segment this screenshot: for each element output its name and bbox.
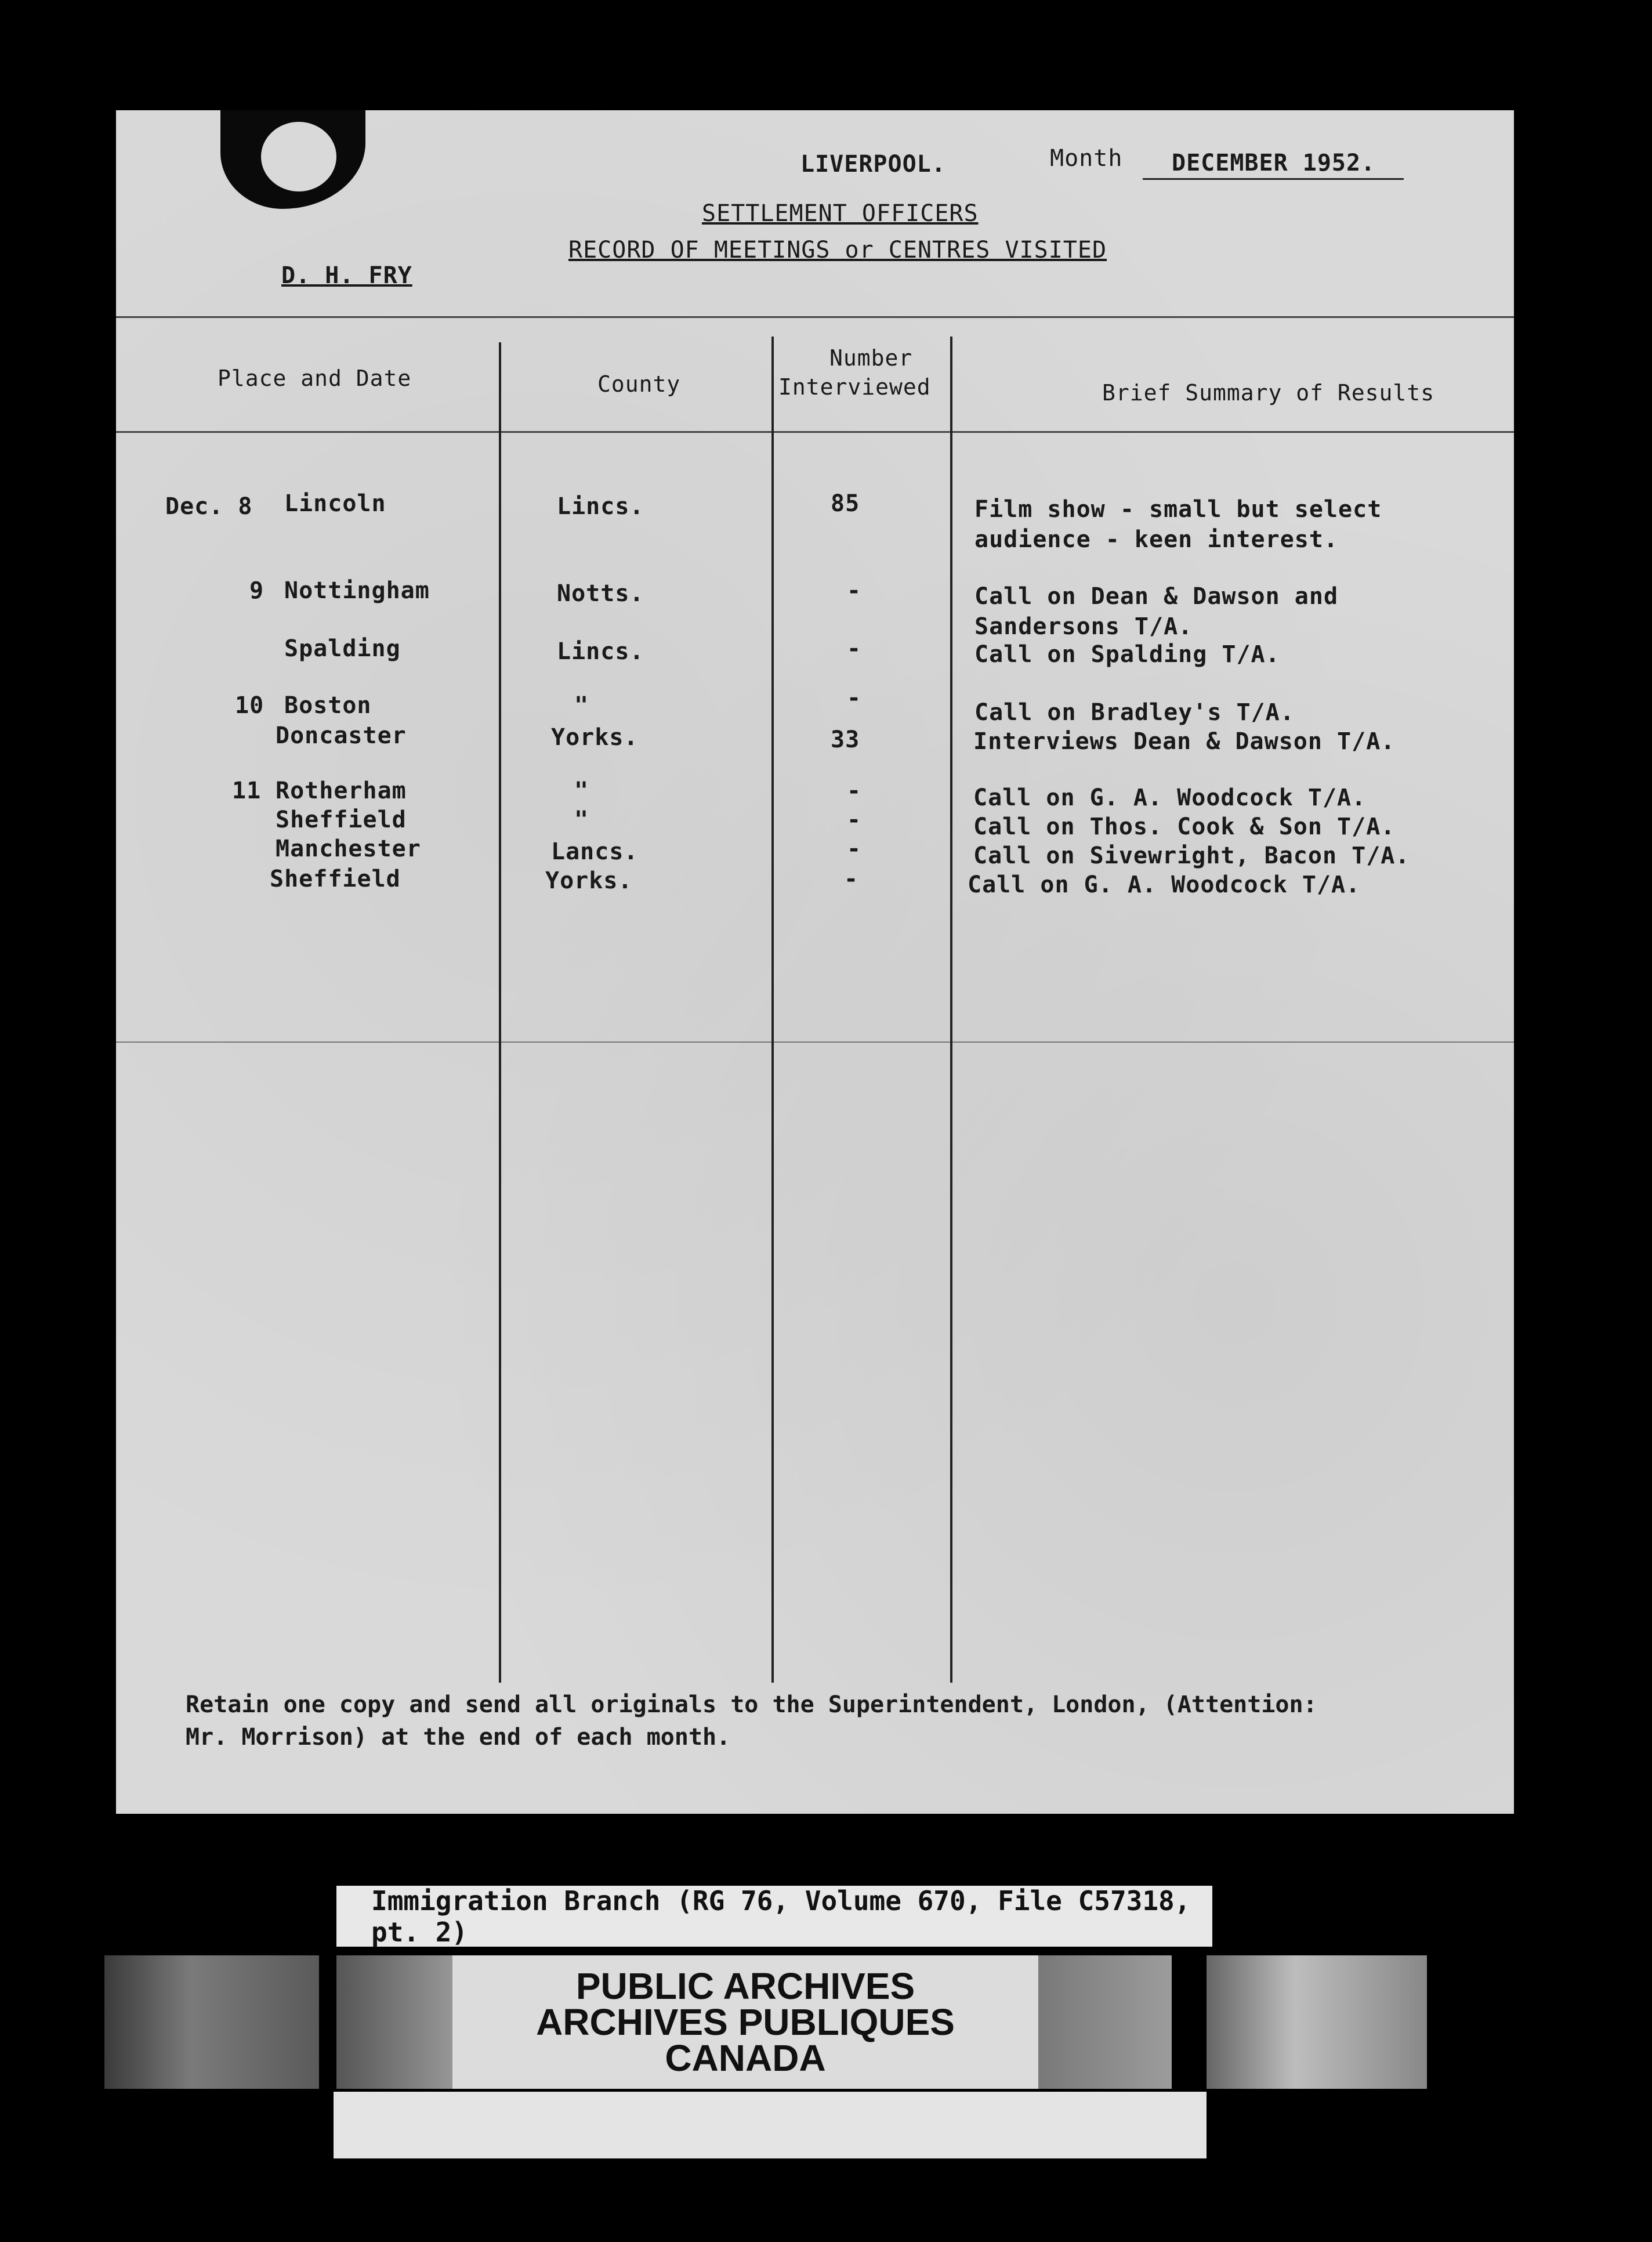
column-divider-3 (950, 337, 952, 1683)
row-summary: Film show - small but select (974, 496, 1382, 523)
table-top-rule (116, 316, 1514, 318)
row-summary: Call on G. A. Woodcock T/A. (973, 784, 1367, 811)
row-number: 33 (831, 726, 860, 753)
column-header-county: County (597, 371, 681, 397)
month-value: DECEMBER 1952. (1172, 150, 1376, 176)
row-place: Lincoln (284, 490, 386, 517)
row-county: Lincs. (557, 493, 644, 520)
tape-strip (104, 1955, 319, 2089)
row-place: Sheffield (270, 866, 401, 892)
row-number: - (847, 778, 862, 804)
month-label: Month (1050, 145, 1123, 172)
column-divider-1 (499, 342, 501, 1683)
row-place: Nottingham (284, 577, 430, 604)
blank-label-strip (334, 2092, 1207, 2158)
row-county: Yorks. (545, 867, 633, 894)
row-summary: Call on Spalding T/A. (974, 641, 1280, 668)
row-summary: Call on Dean & Dawson and (974, 583, 1339, 610)
row-summary: Call on G. A. Woodcock T/A. (968, 872, 1361, 898)
stamp-line-2: ARCHIVES PUBLIQUES (536, 2001, 955, 2043)
footer-line-1: Retain one copy and send all originals to the Superintendent, London, (Attention: (186, 1691, 1317, 1718)
row-summary: Interviews Dean & Dawson T/A. (973, 728, 1396, 755)
row-number: - (847, 635, 862, 662)
row-number: - (847, 577, 862, 604)
archive-caption: Immigration Branch (RG 76, Volume 670, File C57318, pt. 2) (336, 1886, 1212, 1947)
row-date: 10 (235, 692, 265, 719)
form-subtitle: RECORD OF MEETINGS or CENTRES VISITED (568, 237, 1107, 263)
tape-strip (336, 1955, 458, 2089)
row-date: Dec. 8 (165, 493, 253, 520)
row-number: - (844, 866, 859, 892)
tape-strip (1207, 1955, 1427, 2089)
row-place: Manchester (276, 836, 421, 862)
row-summary-cont: Sandersons T/A. (974, 613, 1193, 640)
footer-line-2: Mr. Morrison) at the end of each month. (186, 1724, 731, 1751)
column-header-place: Place and Date (218, 366, 412, 391)
stamp-line-3: CANADA (665, 2037, 826, 2079)
row-county: " (574, 692, 589, 719)
row-number: - (847, 685, 862, 711)
tape-strip (1032, 1955, 1172, 2089)
row-place: Doncaster (276, 722, 407, 749)
row-county: Lancs. (551, 838, 639, 865)
office-name: LIVERPOOL. (800, 151, 946, 178)
row-county: " (574, 807, 589, 833)
officer-name: D. H. FRY (281, 262, 412, 289)
row-summary: Call on Bradley's T/A. (974, 699, 1295, 726)
archive-stamp (452, 1955, 1038, 2089)
row-summary: Call on Thos. Cook & Son T/A. (973, 813, 1396, 840)
form-title: SETTLEMENT OFFICERS (702, 200, 979, 227)
stamp-line-1: PUBLIC ARCHIVES (575, 1965, 915, 2007)
column-divider-2 (771, 337, 774, 1683)
month-underline (1143, 178, 1404, 180)
row-place: Sheffield (276, 807, 407, 833)
column-header-interviewed: Interviewed (778, 374, 931, 400)
document-sheet (116, 110, 1514, 1814)
torn-corner-hole (261, 122, 336, 191)
row-date: 9 (249, 577, 265, 604)
row-county: Yorks. (551, 724, 639, 751)
row-summary: Call on Sivewright, Bacon T/A. (973, 842, 1410, 869)
table-header-rule (116, 431, 1514, 433)
row-place: Rotherham (276, 778, 407, 804)
row-county: " (574, 778, 589, 804)
row-county: Notts. (557, 580, 644, 607)
row-number: 85 (831, 490, 860, 517)
row-summary-cont: audience - keen interest. (974, 526, 1339, 553)
row-number: - (847, 836, 862, 862)
table-mid-rule (116, 1042, 1514, 1043)
row-date: 11 (232, 778, 262, 804)
footer-instructions (186, 1688, 1317, 1753)
row-place: Spalding (284, 635, 401, 662)
column-header-number: Number (829, 345, 913, 371)
row-number: - (847, 807, 862, 833)
row-county: Lincs. (557, 638, 644, 665)
column-header-summary: Brief Summary of Results (1102, 380, 1435, 406)
row-place: Boston (284, 692, 372, 719)
